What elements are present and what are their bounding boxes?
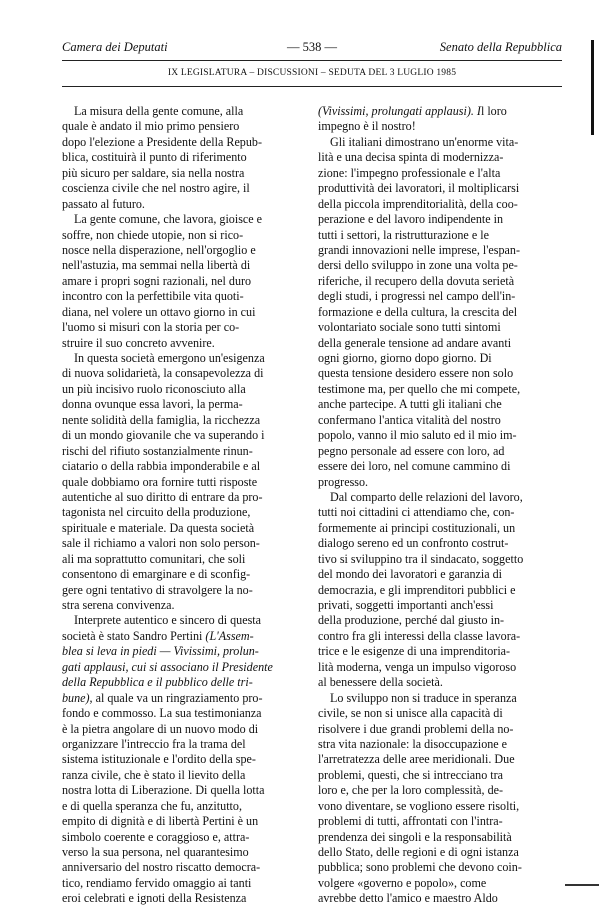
text-line: vono diventare, se vogliono essere risolti,: [318, 798, 520, 813]
text-line: ranza civile, che è stato il lievito della: [62, 767, 246, 782]
text-line: problemi, questi, che si intrecciano tra: [318, 767, 504, 782]
text-line: lità moderna, venga un impulso vigoroso: [318, 659, 517, 674]
text-line: tutti noi cittadini ci attendiamo che, con-: [318, 505, 515, 520]
text-line: formemente ai principi costituzionali, un: [318, 520, 516, 535]
text-line: (Vivissimi, prolungati applausi). Il loro: [318, 104, 507, 118]
text-line: gere ogni tentativo di stravolgere la no-: [62, 582, 253, 597]
text-line: blica, costituirà il punto di riferimento: [62, 150, 247, 165]
text-line: risolvere i due grandi problemi della no-: [318, 721, 514, 736]
text-line: questa tensione desidero essere non solo: [318, 366, 514, 381]
text-line: dopo l'elezione a Presidente della Repub-: [62, 134, 262, 149]
text-line: autentiche al suo diritto di entrare da pro-: [62, 489, 263, 504]
text-line: rischi del rifiuto sostanzialmente rinun-: [62, 443, 253, 458]
text-line: della produzione, perché dal giusto in-: [318, 613, 505, 628]
text-line: loro e, che per la loro complessità, de-: [318, 783, 504, 798]
text-line: In questa società emergono un'esigenza: [74, 351, 265, 365]
text-line: anniversario del nostro riscatto democra-: [62, 860, 261, 875]
text-line: al benessere della società.: [318, 675, 443, 690]
text-line: Gli italiani dimostrano un'enorme vita-: [330, 134, 519, 149]
text-line: tivo si sviluppino tra il sindacato, soggetto: [318, 551, 524, 566]
text-line: impegno è il nostro!: [318, 119, 416, 134]
text-line: anche partecipe. A tutti gli italiani che: [318, 397, 502, 412]
text-line: privati, soggetti importanti anch'essi: [318, 598, 494, 612]
text-line: stra vita nazionale: la disoccupazione e: [318, 736, 508, 751]
text-line: stra serena convivenza.: [62, 598, 175, 612]
text-line: volgere «governo e popolo», come: [318, 875, 487, 890]
text-line: l'uomo si misuri con la storia per co-: [62, 320, 240, 335]
text-line: della Repubblica e il pubblico delle tri-: [62, 675, 253, 690]
left-text-column: [62, 104, 306, 907]
text-line: progresso.: [318, 474, 369, 489]
text-line: tico, rendiamo fervido omaggio ai tanti: [62, 875, 252, 890]
text-line: organizzare l'intreccio fra la trama del: [62, 736, 246, 751]
text-line: Lo sviluppo non si traduce in speranza: [330, 690, 517, 705]
text-line: quale dobbiamo ora fornire tutti risposte: [62, 474, 258, 489]
text-line: tagonista nel circuito della produzione,: [62, 505, 251, 520]
text-line: consentono di emarginare e di sconfig-: [62, 567, 251, 582]
text-line: l'arretratezza delle aree meridionali. Due: [318, 752, 515, 767]
text-line: La misura della gente comune, alla: [74, 104, 244, 118]
page-number: — 538 —: [287, 40, 337, 54]
text-line: struire il suo concreto avvenire.: [62, 335, 215, 350]
text-line: donna ovunque essa lavori, la perma-: [62, 397, 243, 412]
header-chamber: Camera dei Deputati: [62, 40, 168, 54]
text-line: blea si leva in piedi — Vivissimi, prolun-: [62, 644, 259, 659]
text-line: avrebbe detto l'amico e maestro Aldo: [318, 891, 498, 906]
text-line: nell'astuzia, ma semmai nella libertà di: [62, 258, 251, 273]
text-line: popolo, vanno il mio saluto ed il mio im-: [318, 428, 517, 443]
text-line: società è stato Sandro Pertini (L'Assem-: [62, 628, 254, 643]
text-line: quale è andato il mio primo pensiero: [62, 119, 240, 134]
text-line: zione: l'impegno professionale e l'alta: [318, 165, 501, 180]
text-line: testimone ma, per quello che mi compete,: [318, 381, 521, 396]
text-line: Interprete autentico e sincero di questa: [74, 613, 262, 628]
text-line: del mondo dei lavoratori e garanzia di: [318, 567, 503, 582]
text-line: e di quella speranza che fu, anzitutto,: [62, 798, 242, 813]
text-line: della piccola imprenditorialità, della coo-: [318, 196, 518, 211]
text-line: confermano l'antica vitalità del nostro: [318, 412, 501, 427]
text-line: più sicuro per saldare, sia nella nostra: [62, 165, 245, 180]
text-line: lità e una decisa spinta di modernizza-: [318, 150, 504, 165]
text-line: di nuova solidarietà, la consapevolezza di: [62, 366, 264, 381]
text-line: prendenza dei singoli e la responsabilità: [318, 829, 512, 844]
text-line: formazione e della cultura, la crescita del: [318, 304, 518, 319]
text-line: ali ma soprattutto comunitari, che soli: [62, 551, 246, 566]
text-line: riferiche, il recupero della dovuta serietà: [318, 273, 515, 288]
text-line: della generale tensione ad andare avanti: [318, 335, 512, 350]
text-line: La gente comune, che lavora, gioisce e: [74, 212, 263, 227]
header-rule-bottom: [62, 86, 562, 87]
text-line: nente solidità della famiglia, la ricchezza: [62, 412, 261, 427]
header-senate: Senato della Repubblica: [439, 40, 562, 54]
text-line: Dal comparto delle relazioni del lavoro,: [330, 489, 523, 504]
text-line: trice e le esigenze di una imprenditoria-: [318, 644, 511, 659]
text-line: sistema istituzionale e l'ordito della spe-: [62, 752, 256, 767]
text-line: perazione e del lavoro indipendente in: [318, 212, 504, 227]
text-line: nostra lotta di Liberazione. Di quella lotta: [62, 783, 265, 798]
right-text-column: [318, 104, 562, 907]
text-line: pegno personale ad essere con loro, ad: [318, 443, 505, 458]
text-line: problemi di tutti, affrontati con l'intra-: [318, 814, 503, 829]
text-line: tutti i settori, la ristrutturazione e le: [318, 227, 489, 242]
text-line: empito di dignità e di libertà Pertini è un: [62, 814, 259, 829]
text-line: civile, se non si unisce alla capacità di: [318, 706, 503, 721]
text-line: volontariato sociale sono tutti sintomi: [318, 320, 501, 335]
text-line: dialogo sereno ed un confronto costrut-: [318, 536, 509, 551]
text-line: è la pietra angolare di un nuovo modo di: [62, 721, 259, 736]
text-line: spirituale e materiale. Da questa società: [62, 520, 255, 535]
text-line: degli studi, i progressi nel campo dell'in-: [318, 289, 516, 304]
running-header: [62, 40, 562, 58]
text-line: passato al futuro.: [62, 196, 145, 211]
text-line: nosce nella disperazione, nell'orgoglio e: [62, 242, 256, 257]
text-line: ciatario o della rabbia imponderabile e al: [62, 459, 261, 474]
header-rule-top: [62, 60, 562, 61]
margin-bar: [591, 40, 594, 135]
text-line: fondo e commosso. La sua testimonianza: [62, 706, 262, 721]
corner-rule: [565, 884, 599, 886]
text-line: incontro con la perfettibile vita quoti-: [62, 289, 244, 304]
text-line: essere dei loro, nel comune cammino di: [318, 459, 511, 474]
text-line: grandi innovazioni nelle imprese, l'espan-: [318, 242, 520, 257]
text-line: un più incisivo ruolo riconosciuto alla: [62, 381, 246, 396]
text-line: simbolo coerente e coraggioso e, attra-: [62, 829, 250, 844]
text-line: ogni giorno, giorno dopo giorno. Di: [318, 351, 492, 365]
text-line: pubblica; sono problemi che devono coin-: [318, 860, 522, 875]
session-subtitle: IX LEGISLATURA – DISCUSSIONI – SEDUTA DEL 3 LUGLIO 1985: [167, 68, 457, 78]
text-line: dello Stato, delle regioni e di ogni istanza: [318, 845, 519, 859]
text-line: sale il richiamo a valori non solo person-: [62, 536, 260, 551]
text-line: diana, nel volere un ottavo giorno in cui: [62, 304, 256, 319]
text-line: produttività dei lavoratori, il moltiplicarsi: [318, 181, 520, 196]
text-line: verso la sua persona, nel quarantesimo: [62, 845, 249, 859]
text-line: contro fra gli interessi della classe lavora-: [318, 628, 521, 643]
text-line: gati applausi, cui si associano il Presidente: [62, 659, 273, 674]
text-line: coscienza civile che nel nostro agire, il: [62, 181, 250, 196]
text-line: di un mondo giovanile che va superando i: [62, 428, 265, 443]
text-line: democrazia, e gli imprenditori pubblici e: [318, 582, 516, 597]
text-line: soffre, non chiede utopie, non si rico-: [62, 227, 244, 242]
text-line: dersi dello sviluppo in zone una volta pe-: [318, 258, 518, 273]
text-line: amare i propri sogni razionali, nel duro: [62, 273, 252, 288]
text-line: bune), al quale va un ringraziamento pro-: [62, 690, 263, 705]
text-line: eroi celebrati e ignoti della Resistenza: [62, 891, 247, 906]
